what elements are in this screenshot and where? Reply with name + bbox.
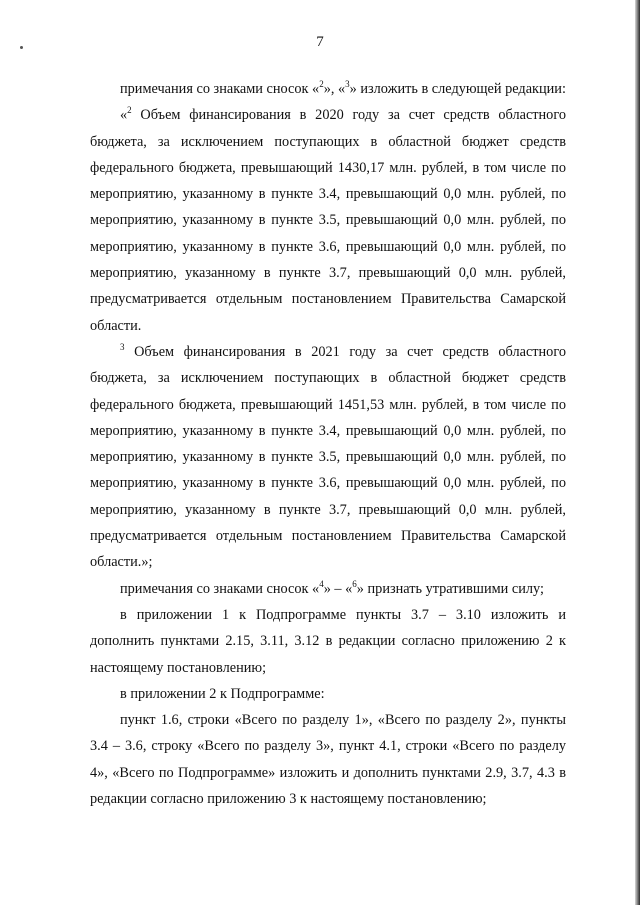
para1-between: », «	[323, 81, 346, 97]
para1-before: примечания со знаками сносок «	[120, 81, 320, 97]
document-body	[90, 76, 566, 812]
para1-after: » изложить в следующей редакции:	[349, 81, 566, 97]
paragraph-footnote-2	[90, 102, 566, 339]
note2-lead-quote: «	[120, 107, 128, 124]
para4-before: примечания со знаками сносок «	[120, 580, 320, 597]
footnote-mark-2: 2	[319, 79, 324, 89]
note3-mark: 3	[120, 341, 125, 352]
para4-between: » – «	[323, 580, 353, 597]
paragraph-repeal-footnotes	[90, 576, 566, 602]
paragraph-footnote-intro	[90, 76, 566, 102]
paragraph-footnote-3	[90, 339, 566, 576]
note2-text: Объем финансирования в 2020 году за счет средств областного бюджета, за исключением поступающих в областной бюджет средств федерального бюджета, превышающий 1430,17 млн. рублей, в том числе по мероприятию, указанному в пункте 3.4, превышающий 0,0 млн. рублей, по мероприятию, указанному в пункте 3.5, превышающий 0,0 млн. рублей, по мероприятию, указанному в пункте 3.6, превышающий 0,0 млн. рублей, по мероприятию, указанному в пункте 3.7, превышающий 0,0 млн. рублей, предусматривается отдельным постановлением Правительства Самарской области.	[90, 107, 566, 334]
footnote-mark-6: 6	[352, 578, 357, 589]
paragraph-appendix-2-heading: в приложении 2 к Подпрограмме:	[120, 685, 325, 702]
footnote-mark-4: 4	[319, 578, 324, 589]
note2-mark: 2	[127, 105, 132, 116]
para4-after: » признать утратившими силу;	[356, 580, 544, 597]
footnote-mark-3: 3	[345, 79, 350, 89]
note3-text: Объем финансирования в 2021 году за счет средств областного бюджета, за исключением поступающих в областной бюджет средств федерального бюджета, превышающий 1451,53 млн. рублей, в том числе по мероприятию, указанному в пункте 3.4, превышающий 0,0 млн. рублей, по мероприятию, указанному в пункте 3.5, превышающий 0,0 млн. рублей, по мероприятию, указанному в пункте 3.6, превышающий 0,0 млн. рублей, по мероприятию, указанному в пункте 3.7, превышающий 0,0 млн. рублей, предусматривается отдельным постановлением Правительства Самарской области.»;	[90, 343, 566, 571]
paragraph-appendix-2-items: пункт 1.6, строки «Всего по разделу 1», «Всего по разделу 2», пункты 3.4 – 3.6, строку «Всего по разделу 3», пункт 4.1, строки «Всего по разделу 4», «Всего по Подпрограмме» изложить и дополнить пунктами 2.9, 3.7, 4.3 в редакции согласно приложению 3 к настоящему постановлению;	[90, 712, 566, 808]
paragraph-appendix-1: в приложении 1 к Подпрограмме пункты 3.7 – 3.10 изложить и дополнить пунктами 2.15, 3.11, 3.12 в редакции согласно приложению 2 к настоящему постановлению;	[90, 606, 566, 676]
page-number: 7	[316, 34, 324, 50]
scan-edge-shadow	[635, 0, 640, 905]
